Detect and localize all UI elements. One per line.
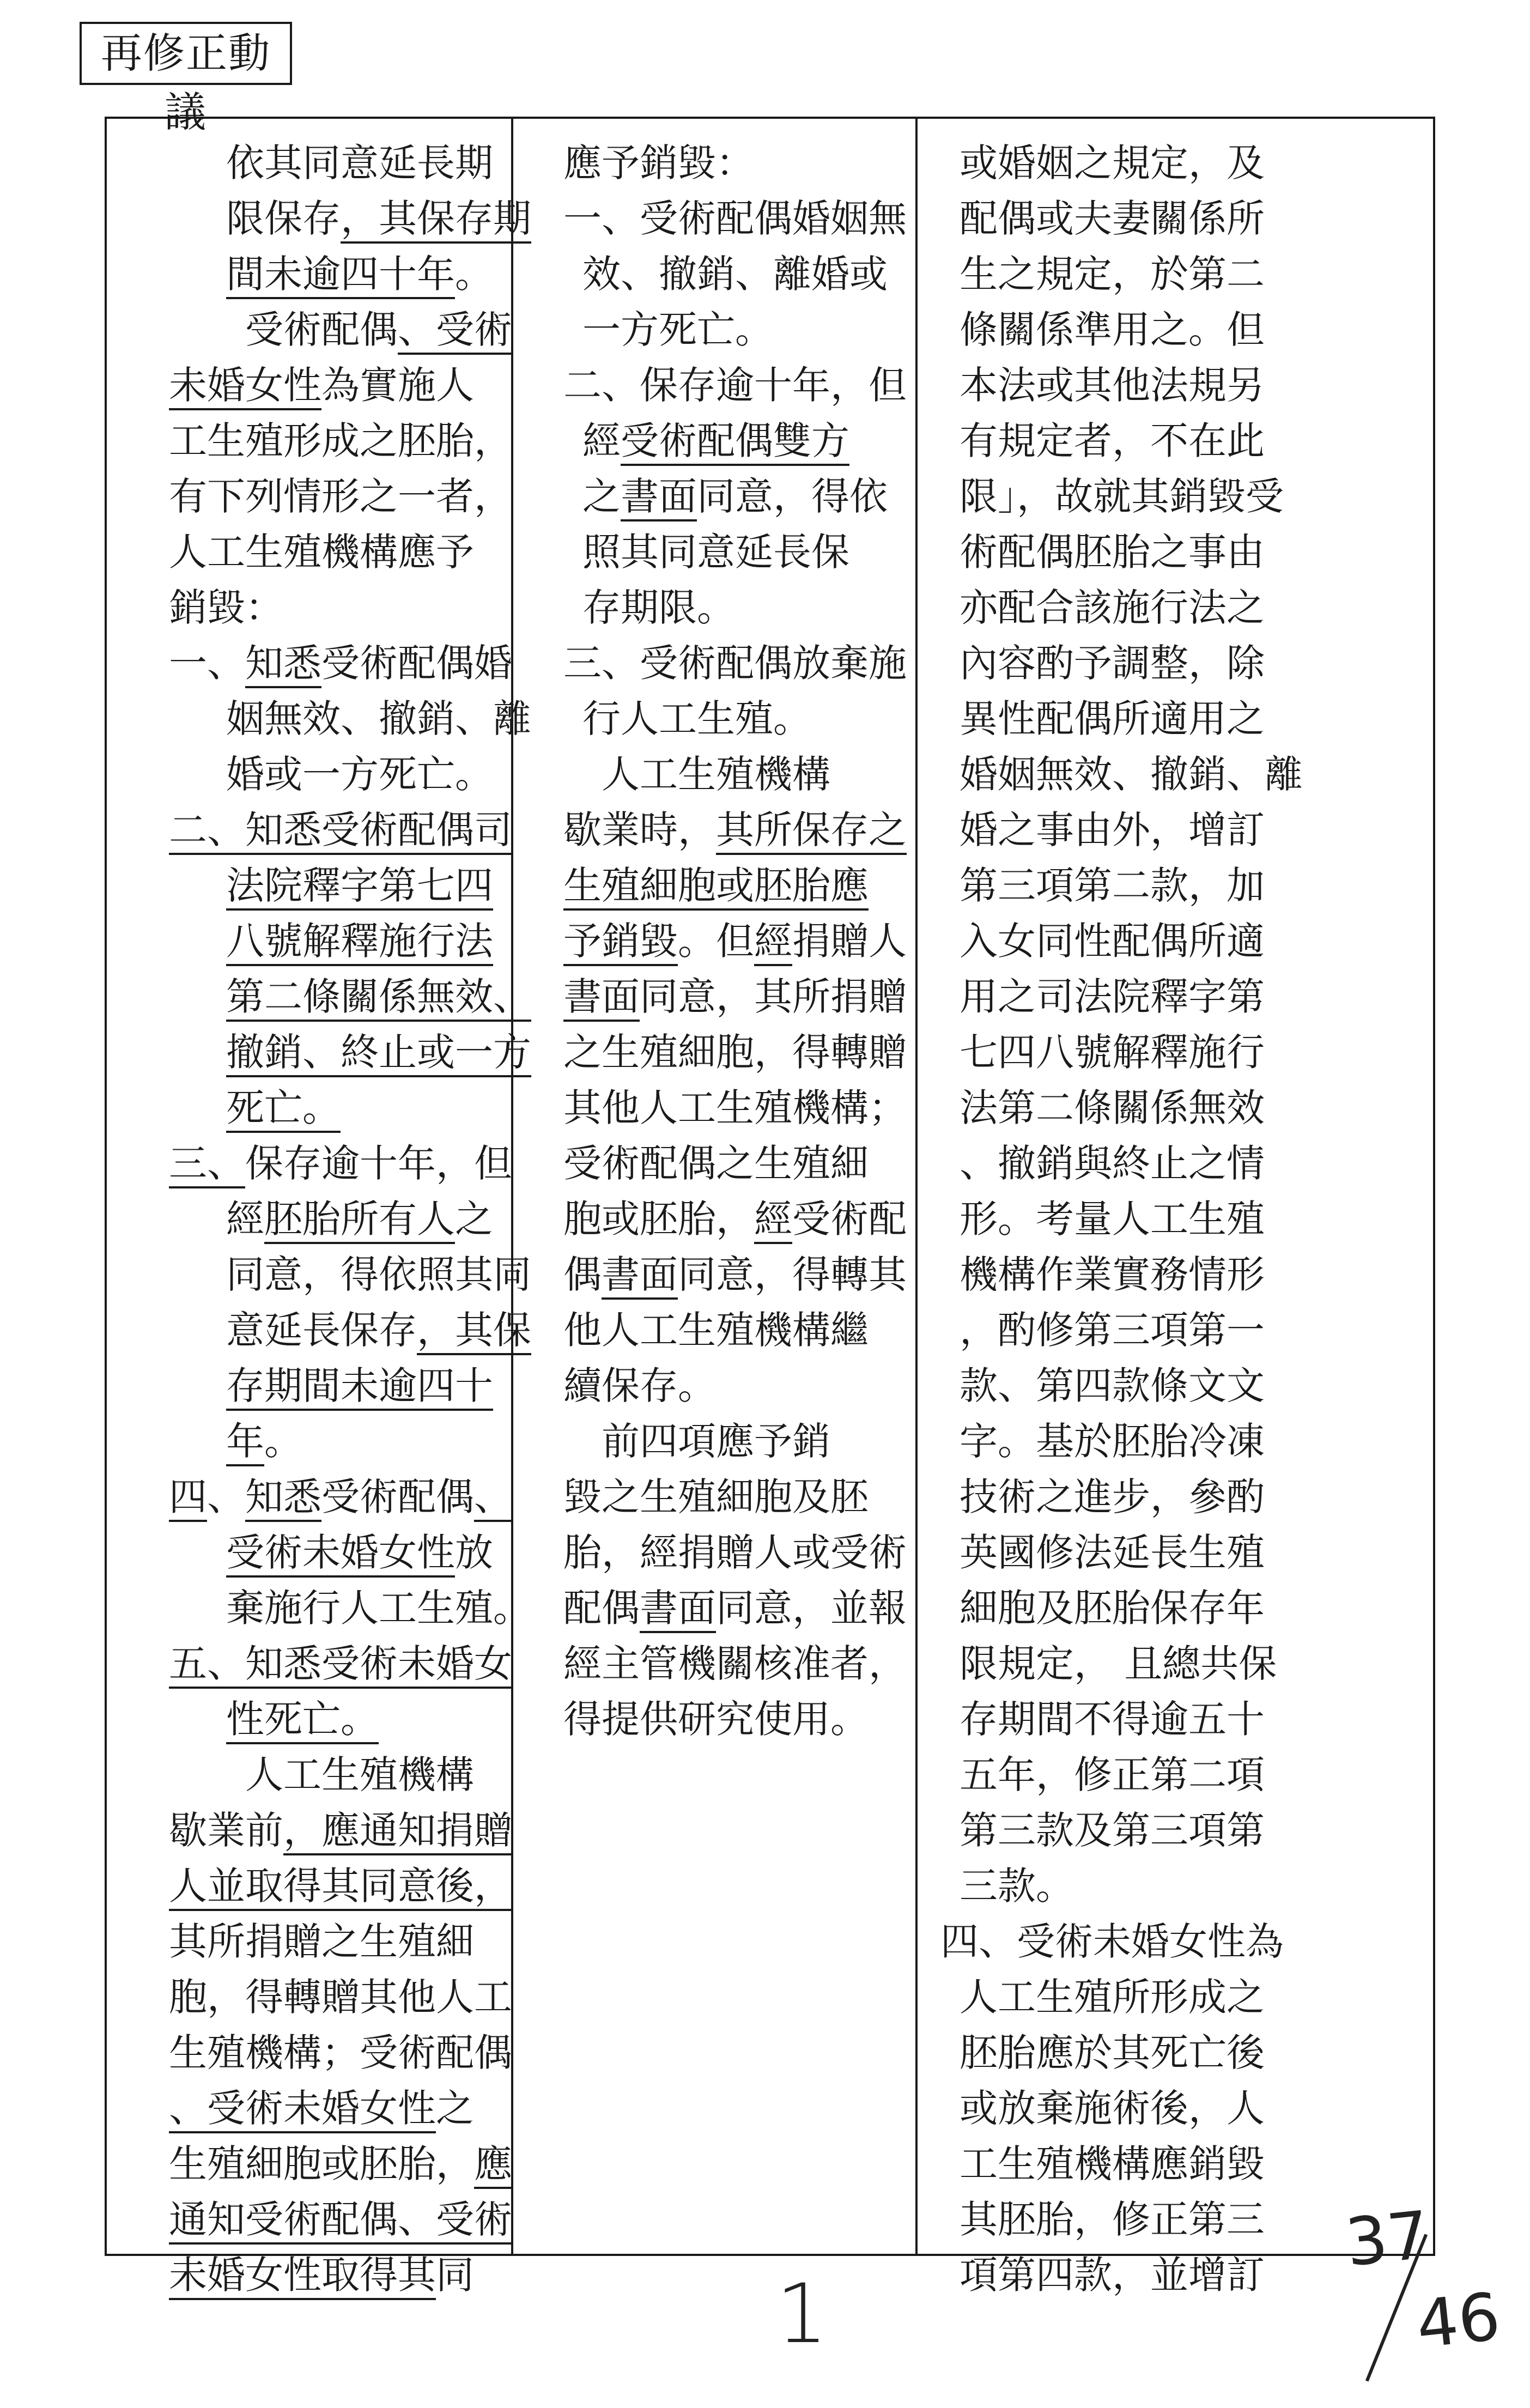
text-line bbox=[226, 1302, 531, 1358]
text-segment: 人工生殖機構應予 bbox=[169, 530, 474, 574]
text-line bbox=[960, 858, 1265, 913]
text-segment: 之 bbox=[582, 474, 621, 519]
text-segment: 毀之生殖細胞及胚 bbox=[563, 1475, 869, 1519]
text-segment: 胎，經捐贈人或受術 bbox=[563, 1530, 907, 1575]
text-line bbox=[563, 1302, 869, 1358]
text-segment: 胞，得轉贈其他人工 bbox=[169, 1975, 512, 2019]
text-segment: 其胚胎，修正第三 bbox=[960, 2197, 1265, 2242]
text-segment: 款、第四款條文文 bbox=[960, 1363, 1265, 1408]
text-line bbox=[169, 1636, 512, 1691]
text-segment: 七四八號解釋施行 bbox=[960, 1030, 1265, 1075]
text-line bbox=[960, 191, 1265, 246]
text-line bbox=[226, 1080, 341, 1136]
text-segment: 得提供研究使用。 bbox=[563, 1697, 869, 1742]
text-line bbox=[960, 1525, 1265, 1580]
text-segment: 、 bbox=[207, 1475, 245, 1519]
text-segment: 四、受術未婚女性為 bbox=[940, 1919, 1284, 1964]
text-line bbox=[226, 1358, 493, 1414]
text-segment: 經 bbox=[226, 1197, 264, 1241]
text-line bbox=[582, 413, 849, 469]
text-line bbox=[960, 246, 1265, 302]
text-line bbox=[960, 1080, 1265, 1136]
text-segment: 三、受術配偶放棄施 bbox=[563, 641, 907, 686]
text-line bbox=[169, 802, 512, 858]
text-segment: 為實施人 bbox=[321, 363, 474, 408]
text-segment: 同意，得依 bbox=[697, 474, 888, 519]
text-line bbox=[169, 1803, 512, 1858]
text-line bbox=[563, 858, 869, 913]
text-segment: 法第二條關係無效 bbox=[960, 1085, 1265, 1130]
text-segment: 五年，修正第二項 bbox=[960, 1752, 1265, 1797]
text-segment: 他人工生殖機構繼 bbox=[563, 1308, 869, 1352]
text-line bbox=[960, 1358, 1265, 1414]
text-line bbox=[960, 1302, 1265, 1358]
text-line bbox=[245, 1747, 474, 1803]
amended-text-underlined: 三、 bbox=[169, 1141, 245, 1188]
text-line bbox=[245, 302, 512, 357]
amended-text-underlined: 未婚女性取得其 bbox=[169, 2252, 436, 2300]
text-segment: 第三項第二款，加 bbox=[960, 863, 1265, 908]
text-line bbox=[169, 1858, 512, 1914]
text-segment: 銷毀： bbox=[169, 585, 283, 630]
text-line bbox=[563, 1191, 907, 1247]
text-segment: 之 bbox=[455, 1197, 493, 1241]
text-line bbox=[960, 469, 1284, 524]
text-segment: 姻無效、撤銷、離 bbox=[226, 696, 531, 741]
text-line bbox=[960, 1469, 1265, 1525]
text-line bbox=[960, 747, 1303, 802]
text-line bbox=[960, 1969, 1265, 2025]
text-line bbox=[169, 2136, 512, 2192]
text-line bbox=[960, 1747, 1265, 1803]
text-line bbox=[169, 580, 283, 635]
text-line bbox=[582, 302, 773, 357]
amended-text-underlined: 知悉 bbox=[245, 1474, 321, 1522]
text-segment: 或婚姻之規定，及 bbox=[960, 141, 1265, 185]
text-line bbox=[960, 1414, 1265, 1469]
text-line bbox=[563, 635, 907, 691]
text-segment: 人工生殖機構 bbox=[602, 752, 830, 797]
text-line bbox=[960, 1858, 1074, 1914]
text-line bbox=[960, 1580, 1265, 1636]
amended-text-underlined: 通知受術配偶、受術 bbox=[169, 2197, 512, 2245]
text-line bbox=[169, 1469, 512, 1525]
text-line bbox=[169, 2247, 474, 2303]
text-segment: 工生殖形成之胚胎， bbox=[169, 418, 512, 463]
text-segment: 放 bbox=[455, 1530, 493, 1575]
text-line bbox=[960, 802, 1265, 858]
text-segment: 經 bbox=[582, 418, 621, 463]
text-line bbox=[169, 1136, 512, 1191]
amended-text-underlined: 其所保存之 bbox=[716, 807, 907, 855]
text-segment: 受術配 bbox=[792, 1197, 907, 1241]
text-segment: 技術之進步，參酌 bbox=[960, 1475, 1265, 1519]
text-line bbox=[563, 1358, 716, 1414]
text-line bbox=[563, 913, 907, 969]
text-line bbox=[169, 469, 512, 524]
text-segment: 受術配偶之生殖細 bbox=[563, 1141, 869, 1186]
text-segment: 異性配偶所適用之 bbox=[960, 696, 1265, 741]
text-line bbox=[582, 691, 811, 747]
text-line bbox=[940, 1914, 1284, 1969]
text-line bbox=[960, 969, 1265, 1024]
text-line bbox=[169, 2081, 474, 2136]
text-segment: 行人工生殖。 bbox=[582, 696, 811, 741]
text-line bbox=[960, 2192, 1265, 2247]
text-segment: 工生殖機構應銷毀 bbox=[960, 2142, 1265, 2186]
amended-text-underlined: 生殖細胞或胚胎應 bbox=[563, 863, 869, 911]
amended-text-underlined: 書面 bbox=[563, 974, 640, 1022]
text-segment: 。 bbox=[264, 1419, 302, 1464]
text-line bbox=[960, 635, 1265, 691]
text-segment: 配偶或夫妻關係所 bbox=[960, 196, 1265, 241]
text-segment: 用之司法院釋字第 bbox=[960, 974, 1265, 1019]
amended-text-underlined: 撤銷、終止或一方 bbox=[226, 1029, 531, 1077]
text-line bbox=[563, 1080, 907, 1136]
text-line bbox=[960, 1247, 1265, 1302]
text-line bbox=[169, 413, 512, 469]
text-segment: 經主管機關核准者， bbox=[563, 1641, 907, 1686]
text-segment: 前四項應予銷 bbox=[602, 1419, 830, 1464]
text-segment: 同意，得轉其 bbox=[678, 1252, 907, 1297]
text-segment: 同意，並報 bbox=[716, 1586, 907, 1630]
text-segment: 棄施行人工生殖。 bbox=[226, 1586, 531, 1630]
text-segment: 英國修法延長生殖 bbox=[960, 1530, 1265, 1575]
text-line bbox=[226, 1691, 379, 1747]
text-line bbox=[226, 913, 493, 969]
text-segment: 一、 bbox=[169, 641, 245, 686]
text-segment: 婚之事由外，增訂 bbox=[960, 808, 1265, 852]
text-segment: 同意，其所捐贈 bbox=[640, 974, 907, 1019]
text-line bbox=[960, 1803, 1265, 1858]
page-count-current: 37 bbox=[1342, 2197, 1433, 2282]
text-segment: 限」，故就其銷毀受 bbox=[960, 474, 1284, 519]
amended-text-underlined: 予銷毀 bbox=[563, 918, 678, 966]
text-line bbox=[226, 191, 531, 246]
text-segment: 內容酌予調整，除 bbox=[960, 641, 1265, 686]
text-segment: 限保存 bbox=[226, 196, 341, 241]
text-segment: 生殖機構；受術配偶 bbox=[169, 2030, 512, 2075]
text-line bbox=[960, 302, 1265, 357]
text-segment: 一、受術配偶婚姻無 bbox=[563, 196, 907, 241]
text-segment: 胚胎應於其死亡後 bbox=[960, 2030, 1265, 2075]
text-line bbox=[226, 1580, 531, 1636]
comparison-table bbox=[105, 117, 1435, 2297]
text-line bbox=[169, 2025, 512, 2081]
text-segment: 第三款及第三項第 bbox=[960, 1808, 1265, 1853]
text-line bbox=[169, 1969, 512, 2025]
text-line bbox=[960, 1191, 1265, 1247]
text-segment: 機構作業實務情形 bbox=[960, 1252, 1265, 1297]
amended-text-underlined: 書面 bbox=[602, 1252, 678, 1300]
text-segment: 存期限。 bbox=[582, 585, 735, 630]
text-line bbox=[960, 2025, 1265, 2081]
amended-text-underlined: 五、知悉受術未婚女 bbox=[169, 1641, 512, 1689]
text-segment: 意延長保存 bbox=[226, 1308, 417, 1352]
text-line bbox=[602, 747, 830, 802]
text-segment: 亦配合該施行法之 bbox=[960, 585, 1265, 630]
amended-text-underlined: 胚胎所有人 bbox=[264, 1196, 455, 1244]
column-divider bbox=[915, 119, 918, 2254]
amended-text-underlined: 年 bbox=[226, 1418, 264, 1466]
amended-text-underlined: 存期間未逾四十 bbox=[226, 1363, 493, 1411]
text-segment: ，酌修第三項第一 bbox=[960, 1308, 1265, 1352]
text-segment: 受術配偶 bbox=[321, 1475, 474, 1519]
text-segment: 字。基於胚胎冷凍 bbox=[960, 1419, 1265, 1464]
text-segment: 細胞及胚胎保存年 bbox=[960, 1586, 1265, 1630]
text-segment: 之 bbox=[436, 2086, 474, 2131]
text-segment: 續保存。 bbox=[563, 1363, 716, 1408]
amended-text-underlined: 受術未婚女性 bbox=[226, 1530, 455, 1578]
text-line bbox=[960, 2136, 1265, 2192]
text-segment: 之生殖細胞，得轉贈 bbox=[563, 1030, 907, 1075]
text-line bbox=[226, 1247, 531, 1302]
text-segment: 有下列情形之一者， bbox=[169, 474, 512, 519]
text-segment: 受術配偶婚 bbox=[321, 641, 512, 686]
amended-text-underlined: 受術配偶雙方 bbox=[621, 418, 849, 466]
text-segment: 依其同意延長期 bbox=[226, 141, 493, 185]
amended-text-underlined: 八號解釋施行法 bbox=[226, 918, 493, 966]
page-count-total: 46 bbox=[1413, 2279, 1504, 2363]
text-line bbox=[563, 1691, 869, 1747]
text-segment: 存期間不得逾五十 bbox=[960, 1697, 1265, 1742]
amended-text-underlined: 、受術 bbox=[398, 307, 512, 355]
text-line bbox=[563, 1469, 869, 1525]
text-segment: 歇業前 bbox=[169, 1808, 283, 1853]
text-line bbox=[563, 135, 754, 191]
text-line bbox=[169, 1914, 474, 1969]
amended-text-underlined: 性死亡。 bbox=[226, 1696, 379, 1744]
text-segment: 應予銷毀： bbox=[563, 141, 754, 185]
text-segment: 同 bbox=[436, 2253, 474, 2297]
text-line bbox=[226, 691, 531, 747]
text-line bbox=[226, 1191, 493, 1247]
text-line bbox=[960, 913, 1265, 969]
text-segment: 條關係準用之。但 bbox=[960, 307, 1265, 352]
text-line bbox=[960, 413, 1265, 469]
text-segment: 或放棄施術後，人 bbox=[960, 2086, 1265, 2131]
text-segment: 生殖細胞或胚胎， bbox=[169, 2142, 474, 2186]
page-number: 1 bbox=[776, 2267, 828, 2362]
text-line bbox=[960, 1691, 1265, 1747]
text-line bbox=[960, 2081, 1265, 2136]
text-line bbox=[960, 691, 1265, 747]
text-segment: 歇業時， bbox=[563, 808, 716, 852]
amended-text-underlined: 、 bbox=[474, 1474, 512, 1522]
amended-text-underlined: 法院釋字第七四 bbox=[226, 863, 493, 911]
text-line bbox=[226, 747, 493, 802]
text-line bbox=[226, 246, 493, 302]
text-line bbox=[563, 1636, 907, 1691]
text-segment: 入女同性配偶所適 bbox=[960, 919, 1265, 963]
text-segment: 同意，得依照其同 bbox=[226, 1252, 531, 1297]
text-line bbox=[226, 135, 493, 191]
text-line bbox=[960, 135, 1265, 191]
text-line bbox=[582, 469, 888, 524]
text-line bbox=[563, 1580, 907, 1636]
text-segment: 胞或胚胎， bbox=[563, 1197, 754, 1241]
text-segment: 其他人工生殖機構； bbox=[563, 1085, 907, 1130]
amended-text-underlined: 未婚女性 bbox=[169, 362, 321, 410]
text-segment: 術配偶胚胎之事由 bbox=[960, 530, 1265, 574]
amended-text-underlined: 經 bbox=[754, 1196, 792, 1244]
text-segment: 。但 bbox=[678, 919, 754, 963]
text-line bbox=[960, 580, 1265, 635]
text-line bbox=[563, 191, 907, 246]
text-line bbox=[582, 580, 735, 635]
text-segment: 婚姻無效、撤銷、離 bbox=[960, 752, 1303, 797]
text-line bbox=[563, 969, 907, 1024]
text-line bbox=[563, 802, 907, 858]
text-segment: 有規定者，不在此 bbox=[960, 418, 1265, 463]
amended-text-underlined: 經 bbox=[754, 918, 792, 966]
text-segment: 項第四款，並增訂 bbox=[960, 2253, 1265, 2297]
text-segment: 保存逾十年，但 bbox=[245, 1141, 512, 1186]
text-segment: 捐贈人 bbox=[792, 919, 907, 963]
amended-text-underlined: 四 bbox=[169, 1474, 207, 1522]
text-segment: 受術配偶 bbox=[245, 307, 398, 352]
text-line bbox=[960, 524, 1265, 580]
text-line bbox=[960, 1024, 1265, 1080]
text-line bbox=[169, 524, 474, 580]
text-line bbox=[960, 2247, 1265, 2303]
amended-text-underlined: 應 bbox=[474, 2141, 512, 2189]
text-segment: 三款。 bbox=[960, 1864, 1074, 1908]
text-segment: 人工生殖所形成之 bbox=[960, 1975, 1265, 2019]
text-segment: 、撤銷與終止之情 bbox=[960, 1141, 1265, 1186]
text-line bbox=[226, 1525, 493, 1580]
text-segment: 。 bbox=[455, 252, 493, 296]
amended-text-underlined: 間未逾四十年 bbox=[226, 251, 455, 299]
text-segment: 照其同意延長保 bbox=[582, 530, 849, 574]
text-segment: 偶 bbox=[563, 1252, 602, 1297]
revision-motion-stamp: 再修正動議 bbox=[80, 22, 292, 85]
text-line bbox=[226, 858, 493, 913]
text-line bbox=[563, 1247, 907, 1302]
text-line bbox=[226, 1414, 302, 1469]
text-line bbox=[960, 1136, 1265, 1191]
text-line bbox=[563, 1136, 869, 1191]
text-line bbox=[602, 1414, 830, 1469]
amended-text-underlined: 第二條關係無效、 bbox=[226, 974, 531, 1022]
text-line bbox=[563, 357, 907, 413]
text-line bbox=[960, 357, 1265, 413]
text-segment: 配偶 bbox=[563, 1586, 640, 1630]
amended-text-underlined: 知悉 bbox=[245, 640, 321, 688]
amended-text-underlined: 死亡。 bbox=[226, 1085, 341, 1133]
amended-text-underlined: ，其保 bbox=[417, 1307, 531, 1355]
text-segment: 限規定， 且總共保 bbox=[960, 1641, 1277, 1686]
text-line bbox=[960, 1636, 1277, 1691]
text-segment: 一方死亡。 bbox=[582, 307, 773, 352]
text-line bbox=[563, 1024, 907, 1080]
text-segment: 本法或其他法規另 bbox=[960, 363, 1265, 408]
amended-text-underlined: ，應通知捐贈 bbox=[283, 1807, 512, 1855]
text-segment: 生之規定，於第二 bbox=[960, 252, 1265, 296]
amended-text-underlined: 、受術未婚女性 bbox=[169, 2085, 436, 2133]
text-segment: 效、撤銷、離婚或 bbox=[582, 252, 888, 296]
text-line bbox=[226, 969, 531, 1024]
text-line bbox=[582, 524, 849, 580]
text-segment: 形。考量人工生殖 bbox=[960, 1197, 1265, 1241]
text-line bbox=[169, 635, 512, 691]
text-segment: 其所捐贈之生殖細 bbox=[169, 1919, 474, 1964]
text-line bbox=[582, 246, 888, 302]
text-line bbox=[169, 2192, 512, 2247]
text-line bbox=[169, 357, 474, 413]
amended-text-underlined: 書面 bbox=[640, 1585, 716, 1633]
amended-text-underlined: 二、知悉受術配偶司 bbox=[169, 807, 512, 855]
text-line bbox=[226, 1024, 531, 1080]
text-line bbox=[563, 1525, 907, 1580]
amended-text-underlined: 人並取得其同意後， bbox=[169, 1863, 512, 1911]
amended-text-underlined: 書面 bbox=[621, 474, 697, 521]
text-segment: 二、保存逾十年，但 bbox=[563, 363, 907, 408]
text-segment: 婚或一方死亡。 bbox=[226, 752, 493, 797]
text-segment: 人工生殖機構 bbox=[245, 1752, 474, 1797]
amended-text-underlined: ，其保存期 bbox=[341, 196, 531, 244]
